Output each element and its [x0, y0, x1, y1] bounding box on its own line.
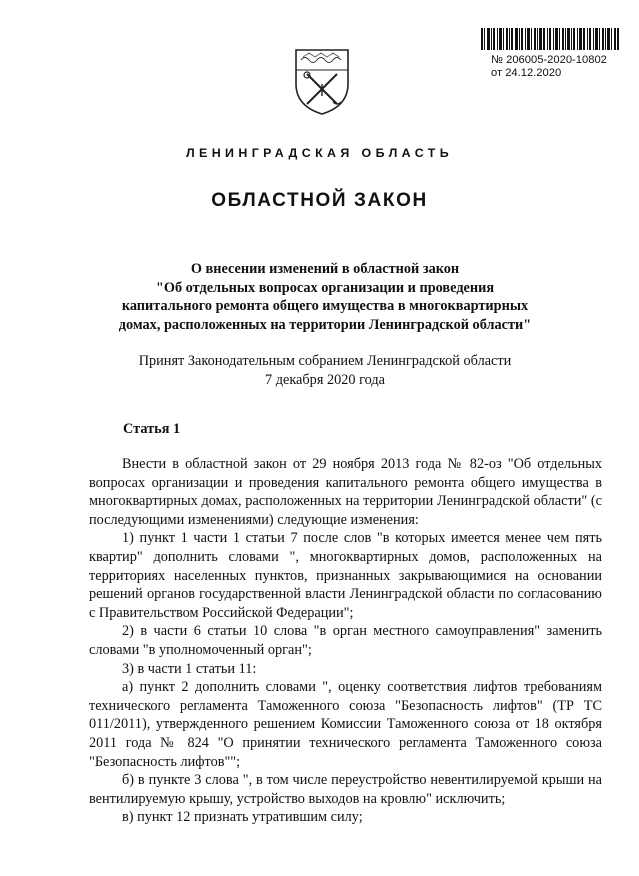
title-line: "Об отдельных вопросах организации и проведения [155, 279, 495, 296]
registration-date: от 24.12.2020 [491, 67, 562, 79]
article-body [89, 455, 602, 827]
adoption-date: 7 декабря 2020 года [264, 371, 386, 388]
registration-block [491, 54, 607, 80]
document-type: ОБЛАСТНОЙ ЗАКОН [211, 190, 428, 211]
paragraph: в) пункт 12 признать утратившим силу; [122, 809, 363, 826]
paragraph: 1) пункт 1 части 1 статьи 7 после слов "в которых имеется менее чем пять квартир" дополнить словами ", многоквартирных домов, расположенных на территориях населенных пунктов, признанных закрывающимися на основании решений органов государственной власти Ленинградской области по согласованию с Правительством Российской Федерации"; [89, 530, 602, 621]
article-heading: Статья 1 [123, 421, 181, 437]
paragraph: а) пункт 2 дополнить словами ", оценку соответствия лифтов требованиям технического регламента Таможенного союза "Безопасность лифтов" (ТР ТС 011/2011), утвержденного решением Комиссии Таможенного союза от 18 октября 2011 года № 824 "О принятии технического регламента Таможенного союза "Безопасность лифтов""; [89, 679, 602, 770]
adoption-note [80, 352, 570, 389]
adoption-line: Принят Законодательным собранием Ленинградской области [138, 353, 512, 369]
barcode-icon [481, 28, 619, 50]
law-title [100, 260, 550, 334]
title-line: О внесении изменений в областной закон [190, 261, 460, 277]
title-line: капитального ремонта общего имущества в многоквартирных [121, 298, 529, 315]
coat-of-arms-icon [293, 44, 351, 116]
registration-number: № 206005-2020-10802 [491, 54, 607, 66]
paragraph: б) в пункте 3 слова ", в том числе переустройство невентилируемой крыши на вентилируемую крышу, устройство выходов на кровлю" исключить; [89, 772, 602, 807]
region-name: ЛЕНИНГРАДСКАЯ ОБЛАСТЬ [185, 146, 454, 160]
paragraph: 2) в части 6 статьи 10 слова "в орган местного самоуправления" заменить словами "в уполномоченный орган"; [89, 623, 602, 658]
title-line: домах, расположенных на территории Ленинградской области" [118, 316, 532, 333]
paragraph: Внести в областной закон от 29 ноября 2013 года № 82-оз "Об отдельных вопросах организации и проведения капитального ремонта общего имущества в многоквартирных домах, расположенных на территории Ленинградской области" (с последующими изменениями) следующие изменения: [89, 456, 602, 528]
paragraph: 3) в части 1 статьи 11: [122, 660, 257, 677]
